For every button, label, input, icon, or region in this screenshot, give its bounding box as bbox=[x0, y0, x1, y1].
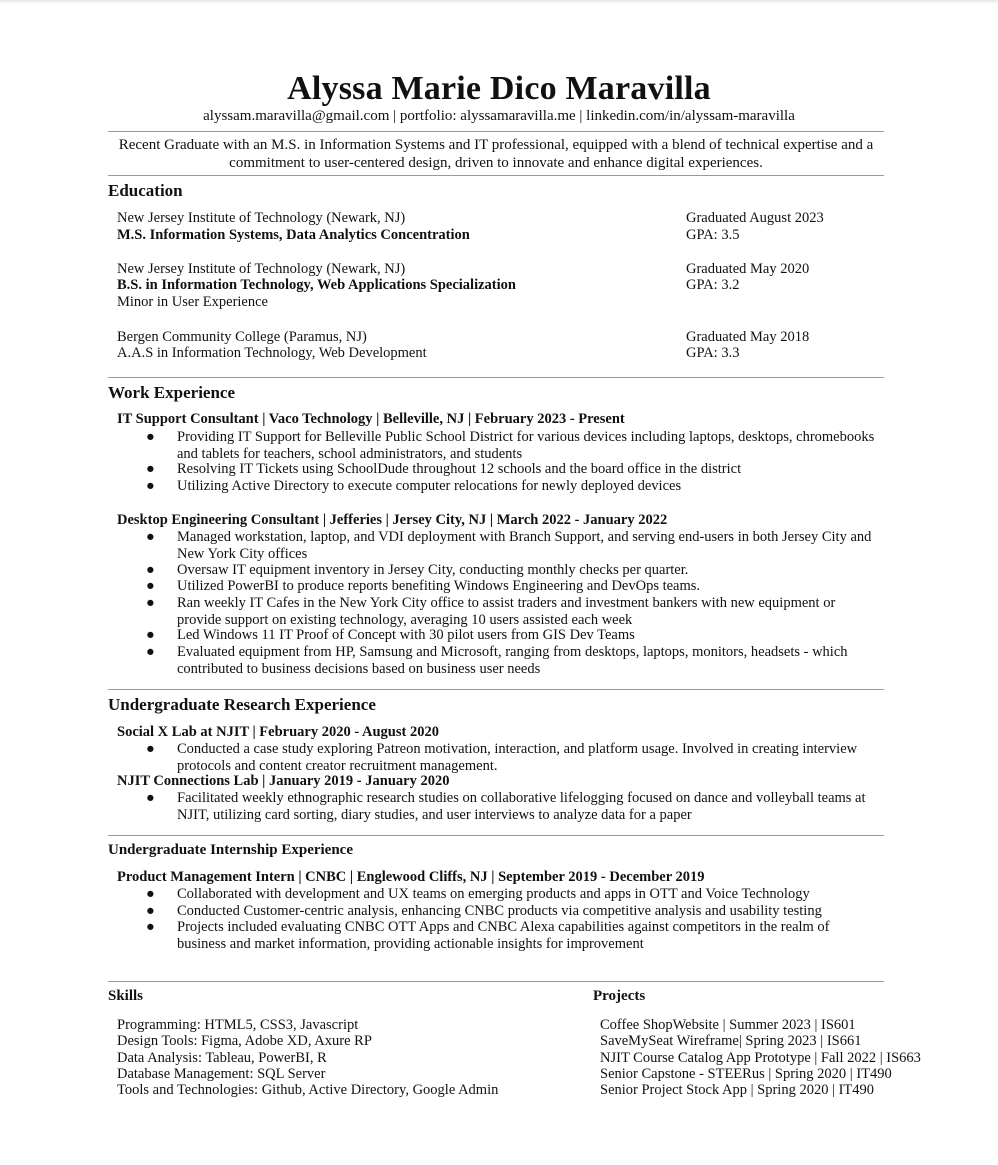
contact-line: alyssam.maravilla@gmail.com | portfolio: alyssamaravilla.me | linkedin.com/in/alyssam-maravilla bbox=[203, 108, 795, 124]
bullet-dot: ● bbox=[146, 627, 155, 643]
internship-title: Product Management Intern | CNBC | Englewood Cliffs, NJ | September 2019 - December 2019 bbox=[117, 869, 705, 885]
divider bbox=[108, 131, 884, 132]
edu-school: New Jersey Institute of Technology (Newark, NJ) bbox=[117, 261, 406, 277]
projects-list bbox=[600, 1017, 921, 1098]
divider bbox=[108, 175, 884, 176]
skill-item: Database Management: SQL Server bbox=[117, 1065, 326, 1082]
skills-heading: Skills bbox=[108, 988, 144, 1004]
edu-degree: M.S. Information Systems, Data Analytics Concentration bbox=[117, 227, 470, 243]
job-title: Desktop Engineering Consultant | Jefferies | Jersey City, NJ | March 2022 - January 2022 bbox=[117, 512, 668, 528]
bullet-dot: ● bbox=[146, 429, 155, 445]
edu-date: Graduated May 2018 bbox=[686, 329, 810, 345]
skill-item: Tools and Technologies: Github, Active Directory, Google Admin bbox=[117, 1082, 499, 1099]
skill-item: Data Analysis: Tableau, PowerBI, R bbox=[117, 1049, 327, 1066]
bullet-dot: ● bbox=[146, 595, 155, 611]
summary: Recent Graduate with an M.S. in Information Systems and IT professional, equipped with a blend of technical expertise and a commitment to user-centered design, driven to innovate and enhance digital experiences. bbox=[118, 137, 874, 171]
divider bbox=[108, 981, 884, 982]
bullet-text: Led Windows 11 IT Proof of Concept with 30 pilot users from GIS Dev Teams bbox=[177, 627, 635, 643]
edu-degree: B.S. in Information Technology, Web Applications Specialization bbox=[117, 277, 516, 293]
education-heading: Education bbox=[108, 181, 183, 200]
bullet-text: Managed workstation, laptop, and VDI deployment with Branch Support, and serving end-users in both Jersey City and New York City offices bbox=[177, 529, 872, 562]
bullet-text: Evaluated equipment from HP, Samsung and Microsoft, ranging from desktops, laptops, monitors, headsets - which contributed to business decisions based on business user needs bbox=[177, 644, 848, 677]
bullet-dot: ● bbox=[146, 644, 155, 660]
divider bbox=[108, 377, 884, 378]
bullet-dot: ● bbox=[146, 903, 155, 919]
job-title: IT Support Consultant | Vaco Technology | Belleville, NJ | February 2023 - Present bbox=[117, 411, 625, 427]
project-item: NJIT Course Catalog App Prototype | Fall 2022 | IS663 bbox=[600, 1049, 921, 1066]
research-heading: Undergraduate Research Experience bbox=[108, 695, 376, 714]
edu-date: Graduated May 2020 bbox=[686, 261, 810, 277]
bullet-dot: ● bbox=[146, 461, 155, 477]
bullet-text: Resolving IT Tickets using SchoolDude throughout 12 schools and the board office in the district bbox=[177, 461, 742, 477]
bullet-dot: ● bbox=[146, 562, 155, 578]
skill-item: Programming: HTML5, CSS3, Javascript bbox=[117, 1017, 359, 1033]
lab-title: NJIT Connections Lab | January 2019 - January 2020 bbox=[117, 773, 450, 789]
edu-minor: Minor in User Experience bbox=[117, 294, 268, 310]
bullet-text: Utilizing Active Directory to execute computer relocations for newly deployed devices bbox=[177, 478, 682, 494]
project-item: Senior Project Stock App | Spring 2020 | IT490 bbox=[600, 1082, 875, 1099]
edu-school: New Jersey Institute of Technology (Newark, NJ) bbox=[117, 210, 406, 226]
bullet-dot: ● bbox=[146, 741, 155, 757]
edu-gpa: GPA: 3.3 bbox=[686, 345, 740, 361]
bullet-text: Providing IT Support for Belleville Public School District for various devices including laptops, desktops, chromebooks and tablets for teachers, school administrators, and students bbox=[177, 429, 875, 462]
project-item: Coffee ShopWebsite | Summer 2023 | IS601 bbox=[600, 1017, 856, 1033]
project-item: Senior Capstone - STEERus | Spring 2020 | IT490 bbox=[600, 1065, 892, 1082]
edu-date: Graduated August 2023 bbox=[686, 210, 824, 226]
bullet-dot: ● bbox=[146, 478, 155, 494]
bullet-text: Oversaw IT equipment inventory in Jersey City, conducting monthly checks per quarter. bbox=[177, 562, 689, 578]
project-item: SaveMySeat Wireframe| Spring 2023 | IS661 bbox=[600, 1033, 862, 1050]
divider bbox=[108, 689, 884, 690]
bullet-dot: ● bbox=[146, 529, 155, 545]
bullet-text: Utilized PowerBI to produce reports benefiting Windows Engineering and DevOps teams. bbox=[177, 578, 701, 594]
bullet-dot: ● bbox=[146, 790, 155, 806]
lab-title: Social X Lab at NJIT | February 2020 - August 2020 bbox=[117, 724, 439, 740]
bullet-dot: ● bbox=[146, 578, 155, 594]
bullet-text: Conducted a case study exploring Patreon motivation, interaction, and platform usage. Involved in creating interview protocols and content creator recruitment management. bbox=[177, 741, 858, 774]
edu-degree: A.A.S in Information Technology, Web Development bbox=[117, 345, 427, 361]
bullet-dot: ● bbox=[146, 919, 155, 935]
divider bbox=[108, 835, 884, 836]
edu-gpa: GPA: 3.5 bbox=[686, 227, 740, 243]
bullet-text: Ran weekly IT Cafes in the New York City office to assist traders and investment bankers with new equipment or provide support on existing technology, averaging 10 users assisted each week bbox=[177, 595, 836, 628]
edu-gpa: GPA: 3.2 bbox=[686, 277, 740, 293]
internship-heading: Undergraduate Internship Experience bbox=[108, 842, 353, 858]
bullet-text: Projects included evaluating CNBC OTT Apps and CNBC Alexa capabilities against competitors in the realm of business and market information, providing actionable insights for improvement bbox=[177, 919, 830, 952]
bullet-text: Facilitated weekly ethnographic research studies on collaborative lifelogging focused on dance and volleyball teams at NJIT, utilizing card sorting, diary studies, and user interviews to analyze data for a paper bbox=[177, 790, 866, 823]
skills-list bbox=[117, 1017, 498, 1098]
projects-heading: Projects bbox=[593, 988, 646, 1004]
work-heading: Work Experience bbox=[108, 383, 236, 402]
skill-item: Design Tools: Figma, Adobe XD, Axure RP bbox=[117, 1033, 372, 1050]
edu-school: Bergen Community College (Paramus, NJ) bbox=[117, 329, 367, 345]
candidate-name: Alyssa Marie Dico Maravilla bbox=[287, 70, 711, 107]
bullet-text: Conducted Customer-centric analysis, enhancing CNBC products via competitive analysis and usability testing bbox=[177, 903, 822, 919]
bullet-dot: ● bbox=[146, 886, 155, 902]
bullet-text: Collaborated with development and UX teams on emerging products and apps in OTT and Voice Technology bbox=[177, 886, 810, 902]
